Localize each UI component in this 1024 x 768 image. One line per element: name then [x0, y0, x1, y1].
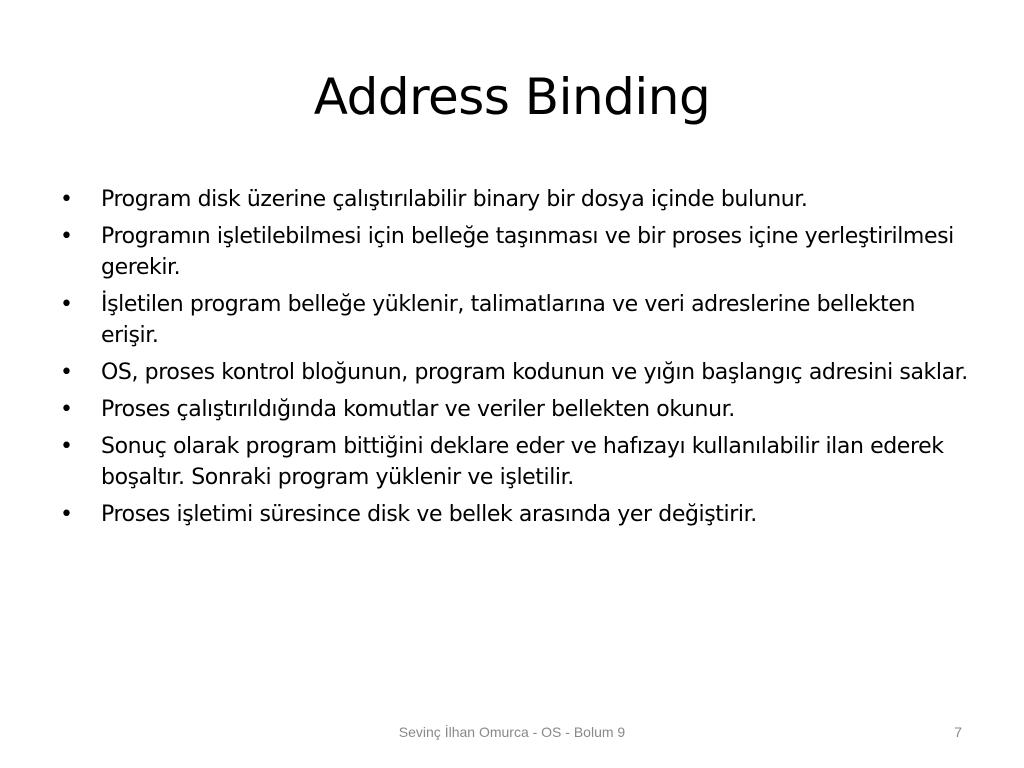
bullet-icon: •	[60, 224, 73, 249]
bullet-text: Proses işletimi süresince disk ve bellek arasında yer değiştirir.	[101, 502, 757, 527]
bullet-text: Programın işletilebilmesi için belleğe taşınması ve bir proses içine yerleştirilmesi gerekir.	[101, 224, 954, 280]
bullet-text: Sonuç olarak program bittiğini deklare eder ve hafızayı kullanılabilir ilan ederek boşaltır. Sonraki program yüklenir ve işletilir.	[101, 434, 944, 490]
slide-title: Address Binding	[313, 68, 711, 126]
bullet-icon: •	[60, 502, 73, 527]
bullet-icon: •	[60, 434, 73, 459]
list-item	[60, 394, 970, 425]
slide-number: 7	[954, 724, 962, 740]
bullet-icon: •	[60, 360, 73, 385]
list-item	[60, 184, 970, 215]
list-item	[60, 431, 970, 493]
bullet-text: Proses çalıştırıldığında komutlar ve veriler bellekten okunur.	[101, 397, 735, 422]
list-item	[60, 221, 970, 283]
bullet-text: İşletilen program belleğe yüklenir, talimatlarına ve veri adreslerine bellekten erişir.	[101, 292, 916, 348]
bullet-icon: •	[60, 187, 73, 212]
list-item	[60, 289, 970, 351]
list-item	[60, 499, 970, 530]
bullet-icon: •	[60, 292, 73, 317]
slide-footer: Sevinç İlhan Omurca - OS - Bolum 9	[398, 724, 626, 740]
list-item	[60, 357, 970, 388]
bullet-icon: •	[60, 397, 73, 422]
bullet-text: OS, proses kontrol bloğunun, program kodunun ve yığın başlangıç adresini saklar.	[101, 360, 968, 385]
bullet-text: Program disk üzerine çalıştırılabilir binary bir dosya içinde bulunur.	[101, 187, 808, 212]
bullet-list	[60, 184, 970, 536]
